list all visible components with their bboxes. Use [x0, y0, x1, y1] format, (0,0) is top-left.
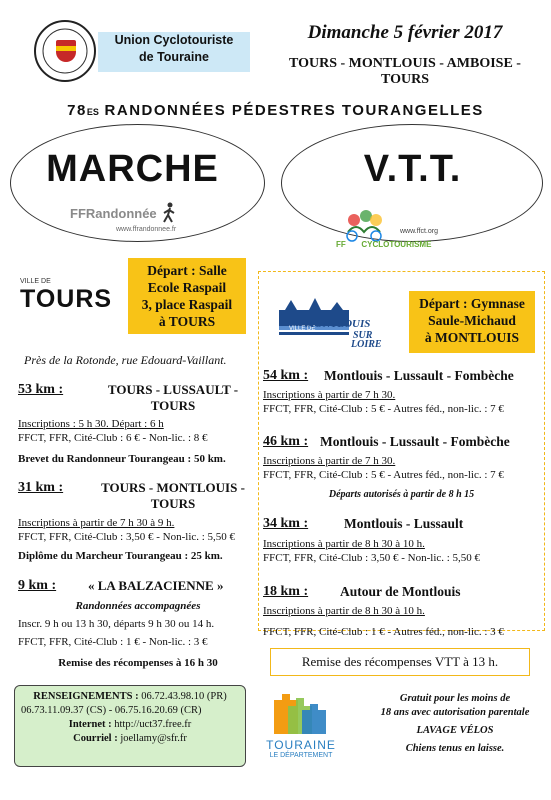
- route-name: Montlouis - Lussault - Fombèche: [320, 434, 510, 449]
- tours-logo-text: TOURS: [20, 285, 113, 313]
- route-name-line2: TOURS: [150, 496, 196, 511]
- club-name-line1: Union Cyclotouriste: [114, 33, 234, 47]
- marche-remise: Remise des récompenses à 16 h 30: [58, 657, 218, 669]
- route-name: « LA BALZACIENNE »: [88, 578, 224, 593]
- title-suffix: ES: [86, 107, 99, 117]
- route-name-line1: TOURS - LUSSAULT -: [107, 382, 239, 397]
- gratuit-note: [365, 692, 545, 756]
- route-km: 18 km :: [263, 584, 309, 599]
- ffr-logo-text: FFRandonnée: [70, 206, 157, 221]
- ffct-label: FF CYCLOTOURISME: [336, 240, 432, 249]
- walker-icon: [160, 202, 178, 224]
- coat-of-arms-icon: [56, 40, 76, 62]
- route-inscription: Inscriptions à partir de 7 h 30.: [263, 389, 396, 401]
- route-inscription: Inscriptions : 5 h 30. Départ : 6 h: [18, 418, 164, 430]
- tours-logo-small: VILLE DE: [20, 278, 51, 285]
- courriel-label: Courriel :: [73, 733, 118, 744]
- ville-de-tours-logo: [20, 278, 112, 314]
- rens-phone1: 06.72.43.98.10 (PR): [141, 691, 227, 702]
- location-note: Près de la Rotonde, rue Edouard-Vaillant.: [24, 353, 227, 367]
- depart-montlouis-line: Départ : Gymnase: [419, 296, 525, 311]
- internet-link[interactable]: http://uct37.free.fr: [114, 719, 192, 730]
- route-km: 34 km :: [263, 516, 309, 531]
- club-name-line2: de Touraine: [139, 50, 209, 64]
- depart-montlouis-box: [409, 291, 535, 353]
- route-name: [88, 382, 258, 414]
- depart-montlouis-line: Saule-Michaud: [428, 313, 516, 328]
- route-note: Départs autorisés à partir de 8 h 15: [328, 489, 475, 500]
- chiens-note: Chiens tenus en laisse.: [405, 743, 505, 754]
- main-title: [0, 102, 551, 119]
- route-inscription: Inscr. 9 h ou 13 h 30, départs 9 h 30 ou 14 h.: [18, 618, 215, 630]
- internet-label: Internet :: [68, 719, 112, 730]
- courriel-link[interactable]: joellamy@sfr.fr: [120, 733, 187, 744]
- title-text: RANDONNÉES PÉDESTRES TOURANGELLES: [104, 102, 484, 119]
- ucst-logo: [34, 20, 96, 82]
- marche-heading: MARCHE: [46, 148, 219, 190]
- rens-label: RENSEIGNEMENTS :: [33, 691, 139, 702]
- route-name: Montlouis - Lussault: [344, 516, 464, 531]
- route-km: 46 km :: [263, 434, 309, 449]
- route-name-line2: TOURS: [150, 398, 196, 413]
- route-inscription: Inscriptions à partir de 7 h 30 à 9 h.: [18, 517, 175, 529]
- club-name-box: [98, 32, 250, 72]
- route-price: FFCT, FFR, Cité-Club : 6 € - Non-lic. : 8 €: [18, 432, 208, 444]
- route-price: FFCT, FFR, Cité-Club : 3,50 € - Non-lic. : 5,50 €: [18, 531, 236, 543]
- touraine-sub: LE DÉPARTEMENT: [269, 752, 333, 759]
- depart-tours-line: à TOURS: [158, 314, 216, 329]
- route-price: FFCT, FFR, Cité-Club : 5 € - Autres féd., non-lic. : 7 €: [263, 469, 504, 481]
- touraine-title: TOURAINE: [266, 738, 336, 752]
- montlouis-logo-small: VILLE DE: [289, 326, 316, 332]
- ffrandonnee-logo: [70, 202, 178, 233]
- montlouis-logo-loire: LOIRE: [351, 339, 382, 350]
- route-name: Autour de Montlouis: [340, 584, 461, 599]
- renseignements-box: [14, 685, 246, 767]
- vtt-remise: Remise des récompenses VTT à 13 h.: [270, 648, 530, 676]
- route-inscription: Inscriptions à partir de 7 h 30.: [263, 455, 396, 467]
- route-name-line1: TOURS - MONTLOUIS -: [101, 480, 245, 495]
- route-km: 53 km :: [18, 382, 64, 397]
- gratuit-line1: Gratuit pour les moins de: [399, 693, 511, 704]
- depart-tours-box: [128, 258, 246, 334]
- title-number: 78: [67, 102, 87, 119]
- touraine-logo: [256, 738, 346, 759]
- route-price: FFCT, FFR, Cité-Club : 3,50 € - Non-lic. : 5,50 €: [263, 552, 481, 564]
- route-price: FFCT, FFR, Cité-Club : 5 € - Autres féd., non-lic. : 7 €: [263, 403, 504, 415]
- ffr-logo-url: www.ffrandonnee.fr: [116, 226, 177, 233]
- route-extra: Brevet du Randonneur Tourangeau : 50 km.: [18, 453, 226, 465]
- route-inscription: Inscriptions à partir de 8 h 30 à 10 h.: [263, 605, 425, 617]
- depart-montlouis-line: à MONTLOUIS: [424, 330, 520, 345]
- route-km: 9 km :: [18, 578, 57, 593]
- montlouis-logo-sur: SUR: [353, 330, 373, 341]
- route-name: Montlouis - Lussault - Fombèche: [324, 368, 514, 383]
- event-date: Dimanche 5 février 2017: [307, 22, 503, 43]
- route-sub: Randonnées accompagnées: [75, 600, 201, 612]
- route-name: [88, 480, 258, 512]
- montlouis-logo: [275, 296, 387, 348]
- lavage-velos: LAVAGE VÉLOS: [416, 725, 494, 736]
- gratuit-line2: 18 ans avec autorisation parentale: [380, 707, 530, 718]
- route-price: FFCT, FFR, Cité-Club : 1 € - Autres féd., non-lic. : 3 €: [263, 626, 504, 638]
- route-price: FFCT, FFR, Cité-Club : 1 € - Non-lic. : 3 €: [18, 636, 208, 648]
- route-km: 31 km :: [18, 480, 64, 495]
- ffct-url: www.ffct.org: [400, 228, 438, 235]
- vtt-heading: V.T.T.: [363, 148, 462, 190]
- coat-of-arms-band: [56, 46, 76, 51]
- rens-phones2: 06.73.11.09.37 (CS) - 06.75.16.20.69 (CR): [21, 705, 202, 716]
- depart-tours-line: Ecole Raspail: [147, 280, 227, 295]
- depart-tours-line: Départ : Salle: [147, 263, 227, 278]
- route-inscription: Inscriptions à partir de 8 h 30 à 10 h.: [263, 538, 425, 550]
- route-km: 54 km :: [263, 368, 309, 383]
- route-extra: Diplôme du Marcheur Tourangeau : 25 km.: [18, 550, 223, 562]
- event-route: TOURS - MONTLOUIS - AMBOISE - TOURS: [289, 56, 521, 87]
- depart-tours-line: 3, place Raspail: [141, 297, 233, 312]
- montlouis-logo-text: MONTLOUIS: [305, 318, 371, 330]
